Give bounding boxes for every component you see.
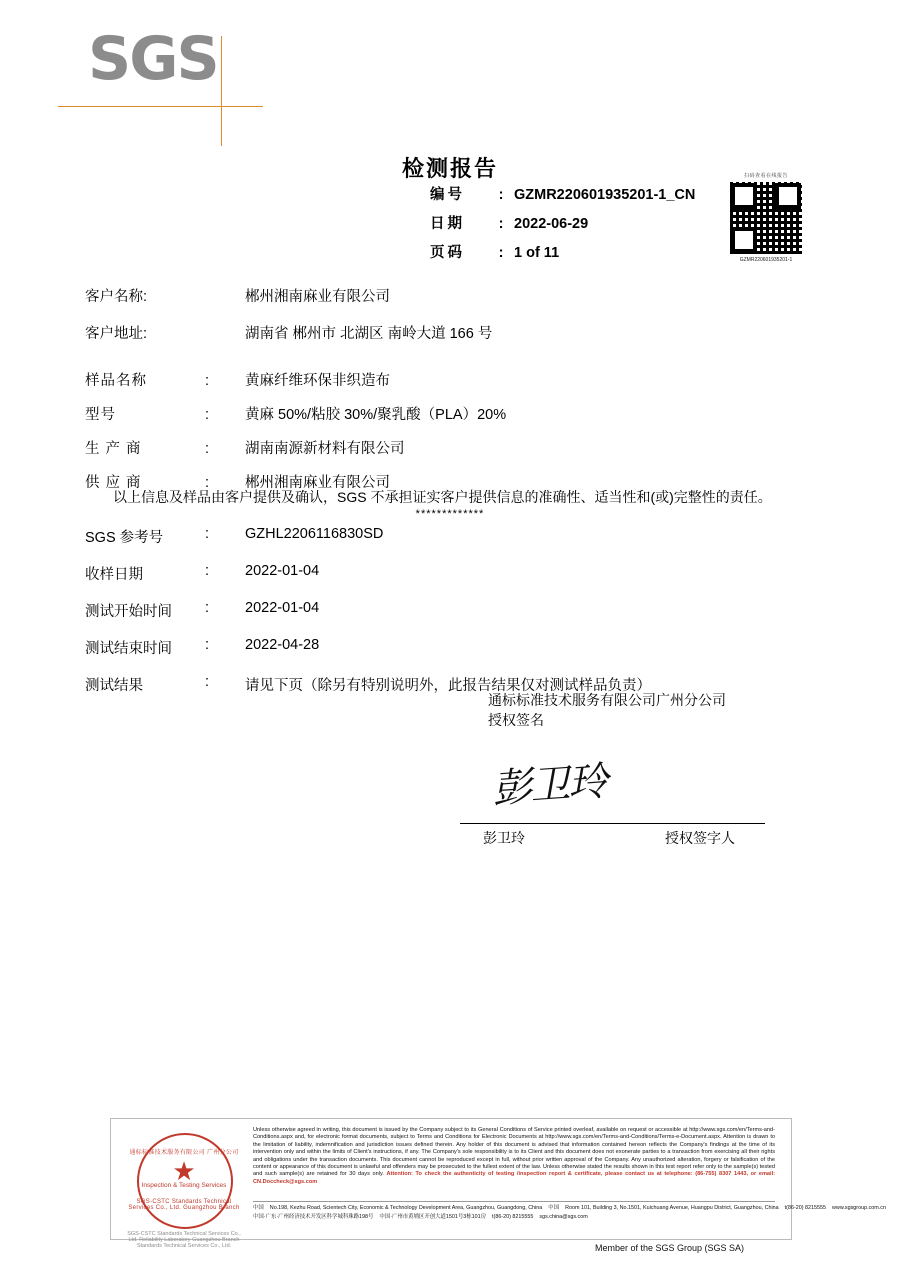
meta-label-page: 页码	[430, 245, 465, 261]
seal-mid-text: Inspection & Testing Services	[141, 1182, 227, 1189]
signature-company	[488, 690, 726, 730]
sample-model-label: 型号	[85, 407, 116, 423]
client-name-label: 客户名称:	[85, 289, 148, 305]
footer-terms-body: Unless otherwise agreed in writing, this document is issued by the Company subject to its General Conditions of Service printed overleaf, available on request or accessible at http://www.sgs.com/en/Terms-and-Conditions.aspx and, for electronic format documents, subject to Terms and Conditions for Electronic Documents at http://www.sgs.com/en/Terms-and-Conditions/Terms-e-Document.aspx. Attention is drawn to the limitation of liability, indemnification and jurisdiction issues defined therein. Any holder of this document is advised that information contained hereon reflects the Company's findings at the time of its intervention only and within the limits of Client's instructions, if any. The Company's sole responsibility is to its Client and this document does not exonerate parties to a transaction from exercising all their rights and obligations under the transaction documents. This document cannot be reproduced except in full, without prior written approval of the Company. Any unauthorized alteration, forgery or falsification of the content or appearance of this document is unlawful and offenders may be prosecuted to the fullest extent of the law. Unless otherwise stated the results shown in this test report refer only to the sample(s) tested and such sample(s) are retained for 30 days only.	[253, 1127, 775, 1178]
test-results-label: 测试结果	[85, 678, 143, 694]
client-address-row	[85, 322, 492, 343]
footer-address-cn1-cn: 中国·广东·广州经济技术开发区科学城科珠路198号	[253, 1214, 374, 1220]
test-results-colon: :	[205, 674, 210, 690]
test-start-colon: :	[205, 600, 210, 616]
test-start-row	[85, 600, 651, 621]
sgs-reference-colon: :	[205, 526, 210, 542]
sample-name-colon: :	[205, 373, 210, 389]
sample-supplier-label: 供 应 商	[85, 475, 142, 491]
footer-address-row-cn	[253, 1213, 783, 1222]
footer-address-block	[253, 1204, 886, 1222]
signature-company-line1: 通标标准技术服务有限公司广州分公司	[488, 692, 726, 708]
test-end-row	[85, 637, 651, 658]
signatory-name: 彭卫玲	[483, 830, 525, 846]
footer-phone-en: t(86-20) 8215555	[784, 1205, 827, 1211]
footer-phone-cn: t(86-20) 8215555	[492, 1214, 534, 1220]
footer-address-cn2-cn: 中国·广州市黄埔区开创大道1501号3栋101房	[379, 1214, 487, 1220]
footer-address-row-en	[253, 1204, 886, 1213]
qr-subtext: GZMR220601935201-1	[739, 257, 793, 263]
logo-horizontal-rule	[58, 106, 263, 107]
qr-caption: 扫码查看在线报告	[743, 173, 788, 179]
meta-row-number	[430, 183, 695, 204]
client-info-disclaimer: 以上信息及样品由客户提供及确认，SGS 不承担证实客户提供信息的准确性、适当性和(或)完整性的责任。	[113, 489, 772, 505]
meta-value-date: 2022-06-29	[514, 216, 589, 232]
client-name-row	[85, 285, 492, 306]
footer-address-addr2-en: Room 101, Building 3, No.1501, Kuichuang Avenue, Huangpu District, Guangzhou, China	[565, 1205, 779, 1211]
sample-supplier-colon: :	[205, 475, 210, 491]
client-address-label: 客户地址:	[85, 326, 148, 342]
qr-code-icon[interactable]	[729, 181, 803, 255]
sgs-reference-row	[85, 526, 651, 547]
meta-colon-page: :	[498, 245, 504, 261]
handwritten-signature: 彭卫玲	[490, 758, 608, 813]
sample-supplier-value: 郴州湘南麻业有限公司	[245, 475, 390, 491]
sgs-reference-value: GZHL2206116830SD	[245, 526, 384, 542]
report-meta	[430, 183, 695, 270]
footer-member-text: Member of the SGS Group (SGS SA)	[595, 1243, 745, 1253]
footer-attention-text: Attention: To check the authenticity of testing /inspection report & certificate, please contact us at telephone: (86-755) 8307 1443, or email: CN.Doccheck@sgs.com	[253, 1171, 776, 1185]
sample-received-label: 收样日期	[85, 567, 143, 583]
meta-colon-number: :	[498, 187, 504, 203]
test-start-label: 测试开始时间	[85, 604, 172, 620]
footer-address-addr1-en: No.198, Kezhu Road, Scientech City, Economic & Technology Development Area, Guangzhou, Guangdong, China	[269, 1205, 543, 1211]
seal-bottom-text: SGS-CSTC Standards Technical Services Co., Ltd. Guangzhou Branch	[128, 1199, 240, 1211]
meta-row-date	[430, 212, 695, 233]
test-end-value: 2022-04-28	[245, 637, 320, 653]
sample-manufacturer-label: 生 产 商	[85, 441, 142, 457]
sample-name-value: 黄麻纤维环保非织造布	[245, 373, 390, 389]
meta-value-page: 1 of 11	[514, 245, 560, 261]
sample-name-row	[85, 372, 506, 390]
seal-sub-text: SGS-CSTC Standards Technical Services Co., Ltd. Reliability Laboratory Guangzhou Branch Standards Technical Services Co., Ltd.	[127, 1231, 241, 1249]
separator-stars: *************	[415, 508, 485, 520]
seal-top-text: 通标标准技术服务有限公司 广州分公司	[129, 1150, 239, 1156]
footer-terms-text	[253, 1127, 775, 1186]
footer-web-cn: sgs.china@sgs.com	[539, 1214, 588, 1220]
sample-manufacturer-colon: :	[205, 441, 210, 457]
sample-manufacturer-value: 湖南南源新材料有限公司	[245, 441, 405, 457]
meta-colon-date: :	[498, 216, 504, 232]
footer-divider	[253, 1201, 775, 1202]
client-name-value: 郴州湘南麻业有限公司	[245, 289, 390, 305]
sample-manufacturer-row	[85, 440, 506, 458]
footer-address-cn2-en: 中国	[548, 1205, 560, 1211]
footer-address-cn1-en: 中国	[253, 1205, 264, 1211]
sample-model-value: 黄麻 50%/粘胶 30%/聚乳酸（PLA）20%	[245, 407, 507, 423]
signatory-role: 授权签字人	[665, 830, 735, 846]
client-address-value: 湖南省 郴州市 北湖区 南岭大道 166 号	[245, 326, 493, 342]
test-end-colon: :	[205, 637, 210, 653]
document-title: 检测报告	[401, 156, 498, 181]
company-seal-stamp	[123, 1127, 245, 1249]
sample-received-value: 2022-01-04	[245, 563, 320, 579]
meta-label-date: 日期	[430, 216, 465, 232]
test-end-label: 测试结束时间	[85, 641, 172, 657]
meta-value-number: GZMR220601935201-1_CN	[514, 187, 696, 203]
sample-model-row	[85, 406, 506, 424]
sgs-logo	[88, 24, 248, 118]
signature-line	[460, 823, 765, 824]
footer-web-en: www.sgsgroup.com.cn	[832, 1205, 886, 1211]
meta-label-number: 编号	[430, 187, 465, 203]
client-info	[85, 285, 492, 359]
reference-info	[85, 526, 651, 711]
signature-company-line2: 授权签名	[488, 712, 544, 728]
test-results-value: 请见下页（除另有特别说明外，此报告结果仅对测试样品负责）	[245, 678, 651, 694]
qr-code-block	[727, 172, 805, 263]
sgs-reference-label: SGS 参考号	[85, 530, 164, 546]
meta-row-page	[430, 241, 695, 262]
qr-finder-bottom-left	[731, 227, 757, 253]
sample-received-colon: :	[205, 563, 210, 579]
star-icon: ★	[172, 1156, 196, 1186]
sample-model-colon: :	[205, 407, 210, 423]
sample-name-label: 样品名称	[85, 373, 147, 389]
test-start-value: 2022-01-04	[245, 600, 320, 616]
sample-received-row	[85, 563, 651, 584]
sgs-logo-text: SGS	[88, 24, 218, 94]
